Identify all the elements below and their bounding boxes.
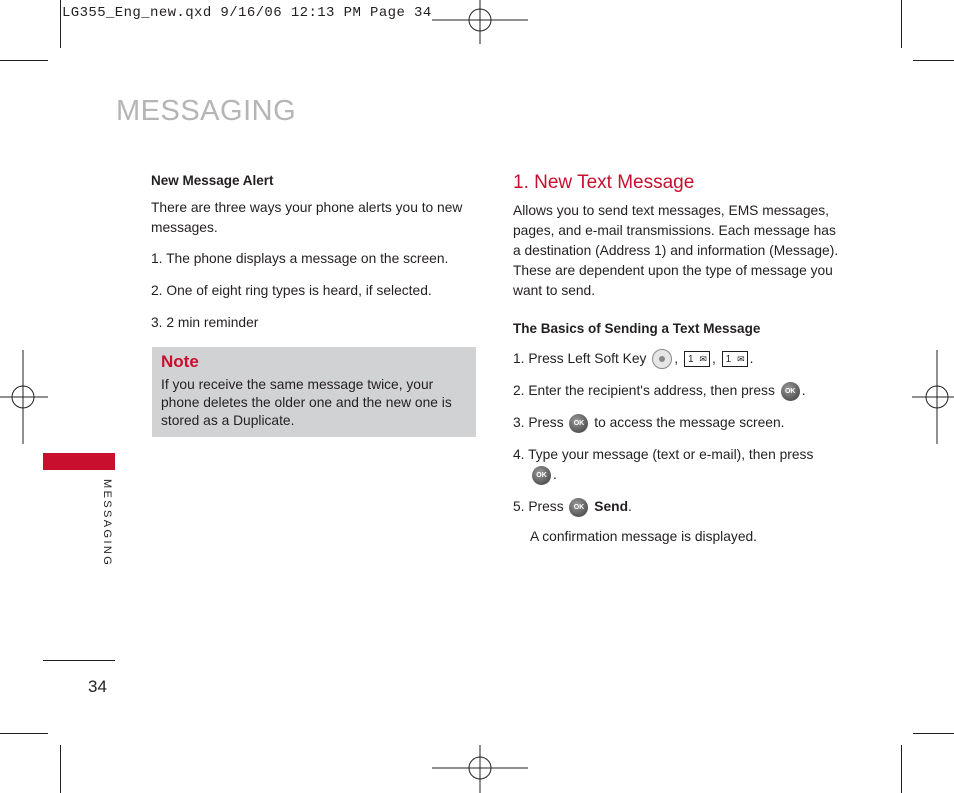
crop-mark bbox=[0, 60, 48, 61]
step-text: . bbox=[801, 383, 806, 399]
step-text: 1. Press Left Soft Key bbox=[513, 351, 647, 366]
crop-mark bbox=[901, 745, 902, 793]
left-soft-key-icon bbox=[652, 349, 672, 369]
step-text: . bbox=[749, 351, 754, 366]
page-number: 34 bbox=[88, 677, 107, 696]
ok-key-icon: OK bbox=[532, 466, 551, 485]
crop-mark bbox=[913, 733, 954, 734]
step-5 bbox=[513, 497, 843, 517]
crop-mark bbox=[901, 0, 902, 48]
send-label: Send bbox=[594, 499, 629, 515]
step-text: . bbox=[553, 467, 557, 483]
print-slug: LG355_Eng_new.qxd 9/16/06 12:13 PM Page 34 bbox=[62, 5, 432, 21]
step-text: , bbox=[674, 351, 679, 366]
step-text: , bbox=[711, 351, 716, 366]
note-box bbox=[152, 347, 476, 437]
right-column bbox=[513, 171, 843, 547]
footer-rule bbox=[43, 660, 115, 661]
note-title: Note bbox=[161, 352, 199, 371]
ok-key-icon: OK bbox=[569, 498, 588, 517]
registration-mark-icon bbox=[432, 745, 528, 793]
basics-heading: The Basics of Sending a Text Message bbox=[513, 321, 761, 336]
alert-intro: There are three ways your phone alerts you to new messages. bbox=[151, 200, 463, 235]
ok-key-icon: OK bbox=[781, 382, 800, 401]
step-text: 4. Type your message (text or e-mail), then press bbox=[513, 447, 814, 463]
left-column bbox=[151, 171, 476, 345]
alert-heading: New Message Alert bbox=[151, 173, 274, 188]
alert-item: 2. One of eight ring types is heard, if selected. bbox=[151, 283, 432, 298]
step-text: . bbox=[628, 499, 632, 515]
alert-item: 1. The phone displays a message on the screen. bbox=[151, 251, 449, 266]
crop-mark bbox=[913, 60, 954, 61]
registration-mark-icon bbox=[432, 0, 528, 44]
one-key-icon: 1 ✉ bbox=[722, 351, 748, 367]
ok-key-icon: OK bbox=[569, 414, 588, 433]
side-section-label: MESSAGING bbox=[101, 479, 113, 568]
confirmation-text: A confirmation message is displayed. bbox=[530, 529, 757, 545]
alert-item: 3. 2 min reminder bbox=[151, 315, 259, 330]
step-text: 5. Press bbox=[513, 499, 564, 515]
section-title: MESSAGING bbox=[116, 95, 297, 127]
step-2 bbox=[513, 381, 843, 401]
topic-title: 1. New Text Message bbox=[513, 172, 695, 193]
crop-mark bbox=[60, 0, 61, 48]
crop-mark bbox=[60, 745, 61, 793]
section-tab bbox=[43, 453, 115, 470]
note-text: If you receive the same message twice, your phone deletes the older one and the new one is stored as a Duplicate. bbox=[161, 377, 452, 428]
step-text: to access the message screen. bbox=[594, 415, 785, 431]
registration-mark-icon bbox=[0, 350, 48, 444]
crop-mark bbox=[0, 733, 48, 734]
topic-intro: Allows you to send text messages, EMS messages, pages, and e-mail transmissions. Each message has a destination (Address 1) and information (Message). These are dependent upon the type of message you want to send. bbox=[513, 203, 839, 298]
step-text: 2. Enter the recipient's address, then press bbox=[513, 383, 775, 399]
step-text: 3. Press bbox=[513, 415, 564, 431]
step-3 bbox=[513, 413, 843, 433]
step-4 bbox=[513, 445, 843, 485]
registration-mark-icon bbox=[912, 350, 954, 444]
step-1 bbox=[513, 349, 843, 369]
one-key-icon: 1 ✉ bbox=[684, 351, 710, 367]
